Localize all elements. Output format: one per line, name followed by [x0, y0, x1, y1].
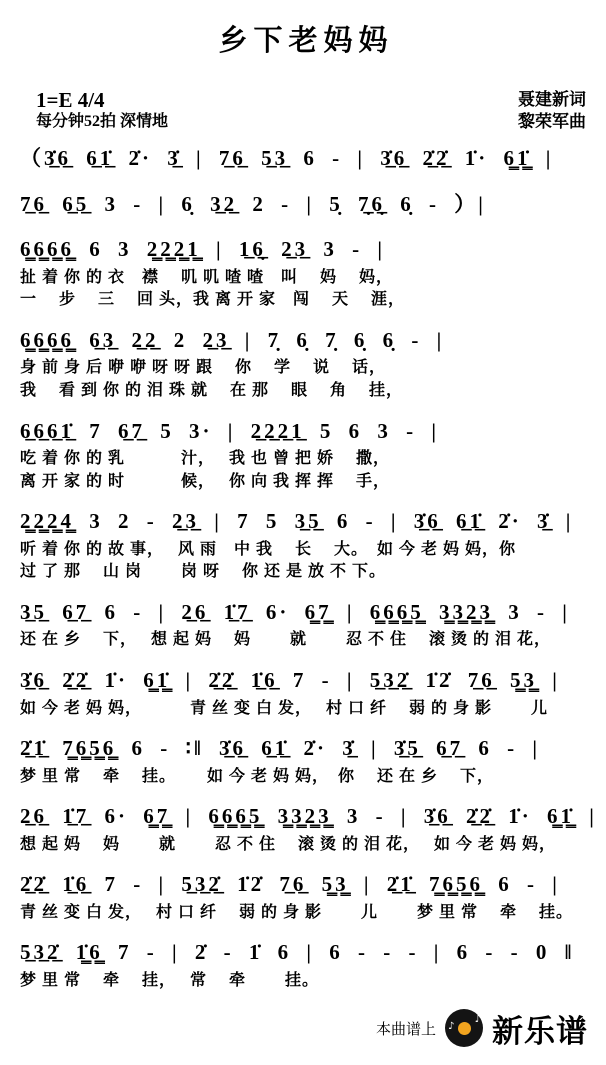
- meta-header: [36, 89, 586, 133]
- notation-line: （3̲̇6̲ 6̲1̲̇ 2̇· 3̲̇ | 7̲6̲ 5̲3̲ 6 - | 3̲̇6̲ 2̲̇2̲̇ 1̇· 6̳1̳̇ |: [20, 146, 554, 171]
- footer-caption: 本曲谱上: [375, 1020, 436, 1038]
- music-system: [20, 665, 592, 719]
- notation-line: 3̲5̲ 6̲7̲ 6 - | 2̲6̲ 1̲̇7̲ 6· 6̳7̳ | 6̳6̳6̳5̳ 3̳3̳2̳3̳ 3 - |: [20, 599, 570, 624]
- notation-line: 3̲̇6̲ 2̲̇2̲̇ 1̇· 6̳1̳̇ | 2̲̇2̲̇ 1̲̇6̲ 7 - | 5̲3̲2̲̇ 1̇2̇ 7̲6̲ 5̳3̳ |: [20, 668, 560, 693]
- lyric-line: 一 步 三 回 头，我 离 开 家 闯 天 涯，: [20, 291, 406, 309]
- credits-block: [518, 89, 586, 133]
- music-system: [20, 189, 592, 221]
- key-time-signature: 1=E 4/4: [36, 88, 105, 113]
- vinyl-record-icon: [445, 1009, 483, 1047]
- lyric-line: 还 在 乡 下， 想 起 妈 妈 就 忍 不 住 滚 烫 的 泪 花，: [20, 631, 552, 649]
- notation-line: 2̲̇1̲̇ 7̳6̳5̳6̳ 6 - ∶‖ 3̲̇6̲ 6̲1̲̇ 2̇· 3̲̇ | 3̲̇5̲ 6̲7̲ 6 - |: [20, 736, 541, 761]
- lyric-line: 过 了 那 山 岗 岗 呀 你 还 是 放 不 下。: [20, 563, 387, 581]
- lyric-line: 扯 着 你 的 衣 襟 叽 叽 喳 喳 叫 妈 妈，: [20, 268, 394, 286]
- notation-line: 7̲6̲ 6̲5̲ 3 - | 6̣ 3̲2̲ 2 - | 5̣ 7̣̲6̣̲ 6̣ - ）|: [20, 191, 486, 216]
- record-center-dot: [458, 1022, 471, 1035]
- music-system: [20, 234, 592, 311]
- brand-name: 新乐谱: [492, 1013, 588, 1049]
- lyric-line: 想 起 妈 妈 就 忍 不 住 滚 烫 的 泪 花， 如 今 老 妈 妈，: [20, 835, 557, 853]
- notation-line: 5̲3̲2̲̇ 1̳̇6̳ 7 - | 2̇ - 1̇ 6 | 6 - - - | 6 - - 0 ‖: [20, 940, 575, 965]
- notation-line: 6̳6̳6̳6̳ 6 3 2̳2̳2̳1̳ | 1̲6̣̲ 2̲3̲ 3 - |: [20, 237, 385, 262]
- notation-line: 6̲6̲6̲1̲̇ 7 6̲7̲ 5 3· | 2̲2̲2̲1̲ 5 6 3 - |: [20, 418, 439, 443]
- music-note-icon: ♪: [448, 1021, 455, 1032]
- lyric-line: 听 着 你 的 故 事， 风 雨 中 我 长 大。 如 今 老 妈 妈，你: [20, 540, 517, 558]
- music-system: [20, 506, 592, 583]
- music-system: [20, 143, 592, 175]
- music-system: [20, 937, 592, 991]
- lyric-line: 吃 着 你 的 乳 汁， 我 也 曾 把 娇 撒，: [20, 450, 391, 468]
- music-system: [20, 801, 597, 855]
- lyric-line: 我 看 到 你 的 泪 珠 就 在 那 眼 角 挂，: [20, 381, 404, 399]
- lyric-line: 梦 里 常 牵 挂。 如 今 老 妈 妈， 你 还 在 乡 下，: [20, 767, 495, 785]
- music-system: [20, 325, 592, 402]
- lyric-line: 离 开 家 的 时 候， 你 向 我 挥 挥 手，: [20, 472, 391, 490]
- lyric-line: 身 前 身 后 咿 咿 呀 呀 跟 你 学 说 话，: [20, 359, 387, 377]
- music-system: [20, 416, 592, 493]
- notation-line: 2̲̇2̲̇ 1̲̇6̲ 7 - | 5̲3̲2̲̇ 1̇2̇ 7̲6̲ 5̳3̳ | 2̲̇1̲̇ 7̳6̳5̳6̳ 6 - |: [20, 872, 560, 897]
- notation-body: [20, 143, 597, 991]
- music-system: [20, 597, 592, 651]
- lyric-line: 青 丝 变 白 发， 村 口 纤 弱 的 身 影 儿 梦 里 常 牵 挂。: [20, 903, 574, 921]
- notation-line: 2̲6̲ 1̲̇7̲ 6· 6̳7̳ | 6̳6̳6̳5̳ 3̳3̳2̳3̳ 3 - | 3̲̇6̲ 2̲̇2̲̇ 1̇· 6̳1̳̇ |: [20, 804, 597, 829]
- music-system: [20, 733, 592, 787]
- tempo-expression-marking: 每分钟52拍 深情地: [36, 113, 169, 131]
- notation-line: 2̳2̳2̳4̳ 3 2 - 2̲3̲ | 7 5 3̲5̲ 6 - | 3̲̇6̲ 6̲1̲̇ 2̇· 3̲̇ |: [20, 509, 574, 534]
- music-system: [20, 869, 592, 923]
- key-tempo-block: [36, 89, 168, 133]
- page-title: 乡下老妈妈: [218, 25, 394, 57]
- music-note-icon: ♪: [474, 1014, 481, 1025]
- notation-line: 6̳6̳6̳6̳ 6̲3̲ 2̲2̲ 2 2̲3̲ | 7̣ 6̣ 7̣ 6̣ 6̣ - |: [20, 327, 445, 352]
- lyric-line: 梦 里 常 牵 挂， 常 牵 挂。: [20, 971, 320, 989]
- footer: [20, 1006, 592, 1051]
- lyric-line: 如 今 老 妈 妈， 青 丝 变 白 发， 村 口 纤 弱 的 身 影 儿: [20, 699, 549, 717]
- lyricist-credit: 聂建新词: [518, 90, 586, 109]
- composer-credit: 黎荣军曲: [518, 112, 586, 132]
